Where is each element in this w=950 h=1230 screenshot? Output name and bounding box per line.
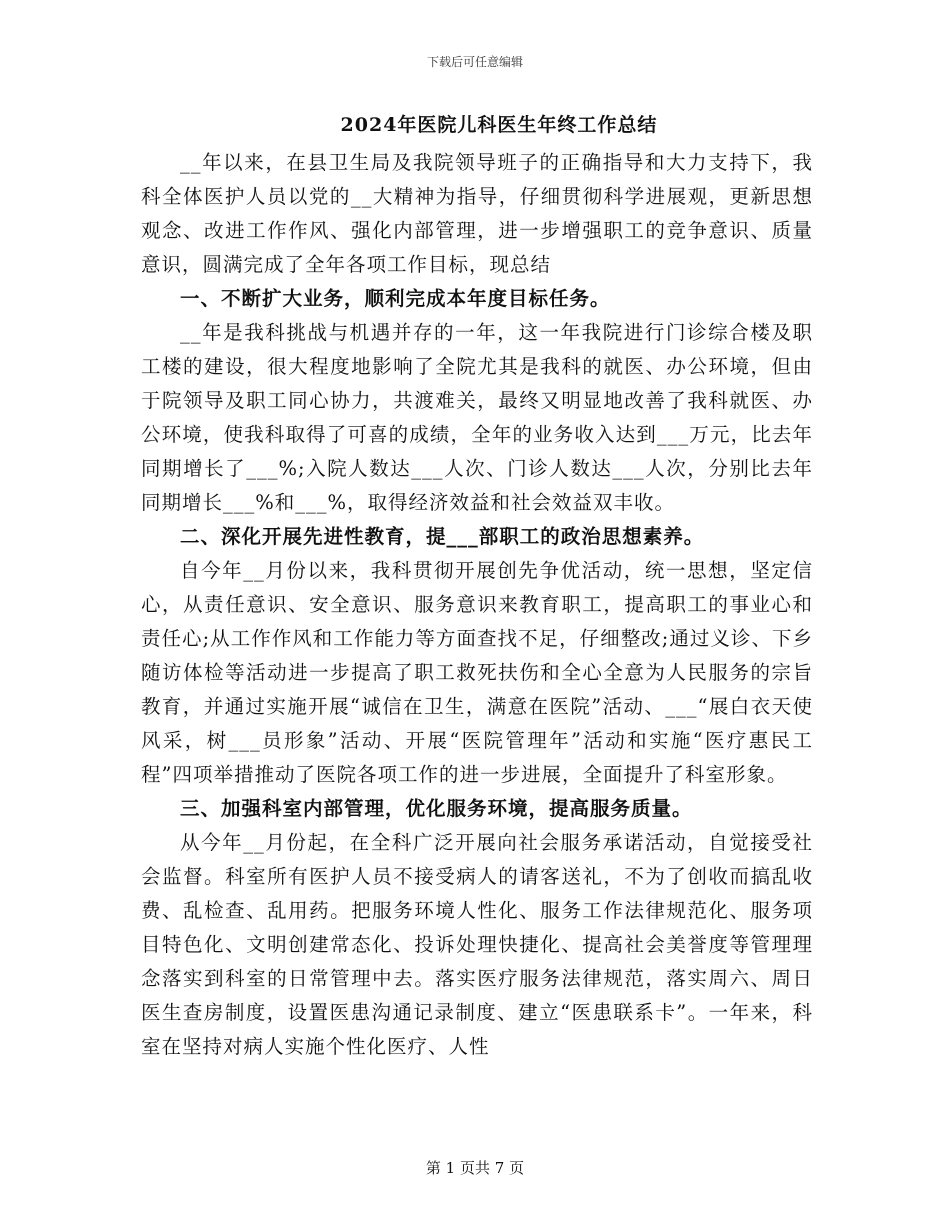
section-3-paragraph: 从今年__月份起，在全科广泛开展向社会服务承诺活动，自觉接受社会监督。科室所有医护人员不接受病人的请客送礼，不为了创收而搞乱收费、乱检查、乱用药。把服务环境人性化、服务工作法律规范化、服务项目特色化、文明创建常态化、投诉处理快捷化、提高社会美誉度等管理理念落实到科室的日常管理中去。落实医疗服务法律规范，落实周六、周日医生查房制度，设置医患沟通记录制度、建立“医患联系卡”。一年来，科室在坚持对病人实施个性化医疗、人性 — [141, 831, 813, 1058]
section-1-heading: 一、不断扩大业务，顺利完成本年度目标任务。 — [180, 287, 611, 310]
intro-paragraph: __年以来，在县卫生局及我院领导班子的正确指导和大力支持下，我科全体医护人员以党的__大精神为指导，仔细贯彻科学进展观，更新思想观念、改进工作作风、强化内部管理，进一步增强职工的竞争意识、质量意识，圆满完成了全年各项工作目标，现总结 — [141, 151, 813, 276]
document-title: 2024年医院儿科医生年终工作总结 — [340, 114, 658, 136]
section-1-paragraph: __年是我科挑战与机遇并存的一年，这一年我院进行门诊综合楼及职工楼的建设，很大程度地影响了全院尤其是我科的就医、办公环境，但由于院领导及职工同心协力，共渡难关，最终又明显地改善了我科就医、办公环境，使我科取得了可喜的成绩，全年的业务收入达到___万元，比去年同期增长了___%;入院人数达___人次、门诊人数达___人次，分别比去年同期增长___%和___%，取得经济效益和社会效益双丰收。 — [141, 321, 813, 514]
section-2-paragraph: 自今年__月份以来，我科贯彻开展创先争优活动，统一思想，坚定信心，从责任意识、安全意识、服务意识来教育职工，提高职工的事业心和责任心;从工作作风和工作能力等方面查找不足，仔细整改;通过义诊、下乡随访体检等活动进一步提高了职工救死扶伤和全心全意为人民服务的宗旨教育，并通过实施开展“诚信在卫生，满意在医院”活动、___“展白衣天使风采，树___员形象”活动、开展“医院管理年”活动和实施“医疗惠民工程”四项举措推动了医院各项工作的进一步进展，全面提升了科室形象。 — [141, 559, 813, 786]
section-3-heading: 三、加强科室内部管理，优化服务环境，提高服务质量。 — [180, 797, 693, 820]
page-number: 第 1 页共 7 页 — [425, 1159, 525, 1177]
header-note: 下载后可任意编辑 — [426, 55, 523, 69]
section-2-heading: 二、深化开展先进性教育，提___部职工的政治思想素养。 — [180, 525, 705, 548]
document-body — [141, 108, 813, 1064]
